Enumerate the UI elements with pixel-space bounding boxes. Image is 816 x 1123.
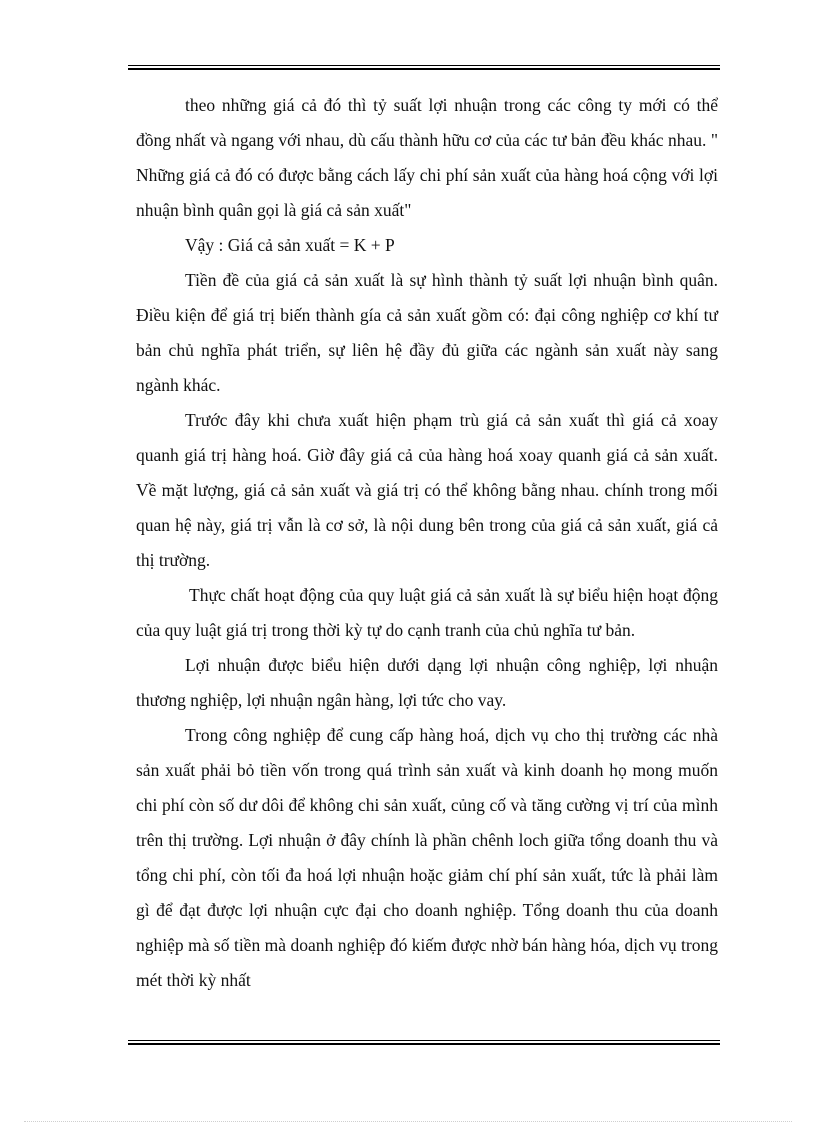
paragraph: Thực chất hoạt động của quy luật giá cả sản xuất là sự biểu hiện hoạt động của quy luật giá trị trong thời kỳ tự do cạnh tranh của chủ nghĩa tư bản. — [136, 585, 718, 640]
page-edge-dots — [24, 1121, 792, 1122]
header-rule — [128, 65, 720, 70]
page-body — [136, 88, 718, 998]
paragraph-continuation: theo những giá cả đó thì tỷ suất lợi nhuận trong các công ty mới có thể đồng nhất và ngang với nhau, dù cấu thành hữu cơ của các tư bản đều khác nhau. " Những giá cả đó có được bằng cách lấy chi phí sản xuất của hàng hoá cộng với lợi nhuận bình quân gọi là giá cả sản xuất" — [136, 95, 718, 220]
paragraph: Tiền đề của giá cả sản xuất là sự hình thành tỷ suất lợi nhuận bình quân. Điều kiện để giá trị biến thành gía cả sản xuất gồm có: đại công nghiệp cơ khí tư bản chủ nghĩa phát triển, sự liên hệ đầy đủ giữa các ngành sản xuất này sang ngành khác. — [136, 270, 718, 395]
formula-line: Vậy : Giá cả sản xuất = K + P — [185, 235, 395, 255]
paragraph: Lợi nhuận được biểu hiện dưới dạng lợi nhuận công nghiệp, lợi nhuận thương nghiệp, lợi nhuận ngân hàng, lợi tức cho vay. — [136, 655, 718, 710]
footer-rule — [128, 1040, 720, 1045]
paragraph: Trước đây khi chưa xuất hiện phạm trù giá cả sản xuất thì giá cả xoay quanh giá trị hàng hoá. Giờ đây giá cả của hàng hoá xoay quanh giá cả sản xuất. Về mặt lượng, giá cả sản xuất và giá trị có thể không bằng nhau. chính trong mối quan hệ này, giá trị vẫn là cơ sở, là nội dung bên trong của giá cả sản xuất, giá cả thị trường. — [136, 410, 718, 570]
paragraph: Trong công nghiệp để cung cấp hàng hoá, dịch vụ cho thị trường các nhà sản xuất phải bỏ tiền vốn trong quá trình sản xuất và kinh doanh họ mong muốn chi phí còn số dư dôi để không chi sản xuất, củng cố và tăng cường vị trí của mình trên thị trường. Lợi nhuận ở đây chính là phần chênh loch giữa tổng doanh thu và tổng chi phí, còn tối đa hoá lợi nhuận hoặc giảm chí phí sản xuất, tức là phải làm gì để đạt được lợi nhuận cực đại cho doanh nghiệp. Tổng doanh thu của doanh nghiệp mà số tiền mà doanh nghiệp đó kiếm được nhờ bán hàng hóa, dịch vụ trong mét thời kỳ nhất — [136, 725, 718, 990]
